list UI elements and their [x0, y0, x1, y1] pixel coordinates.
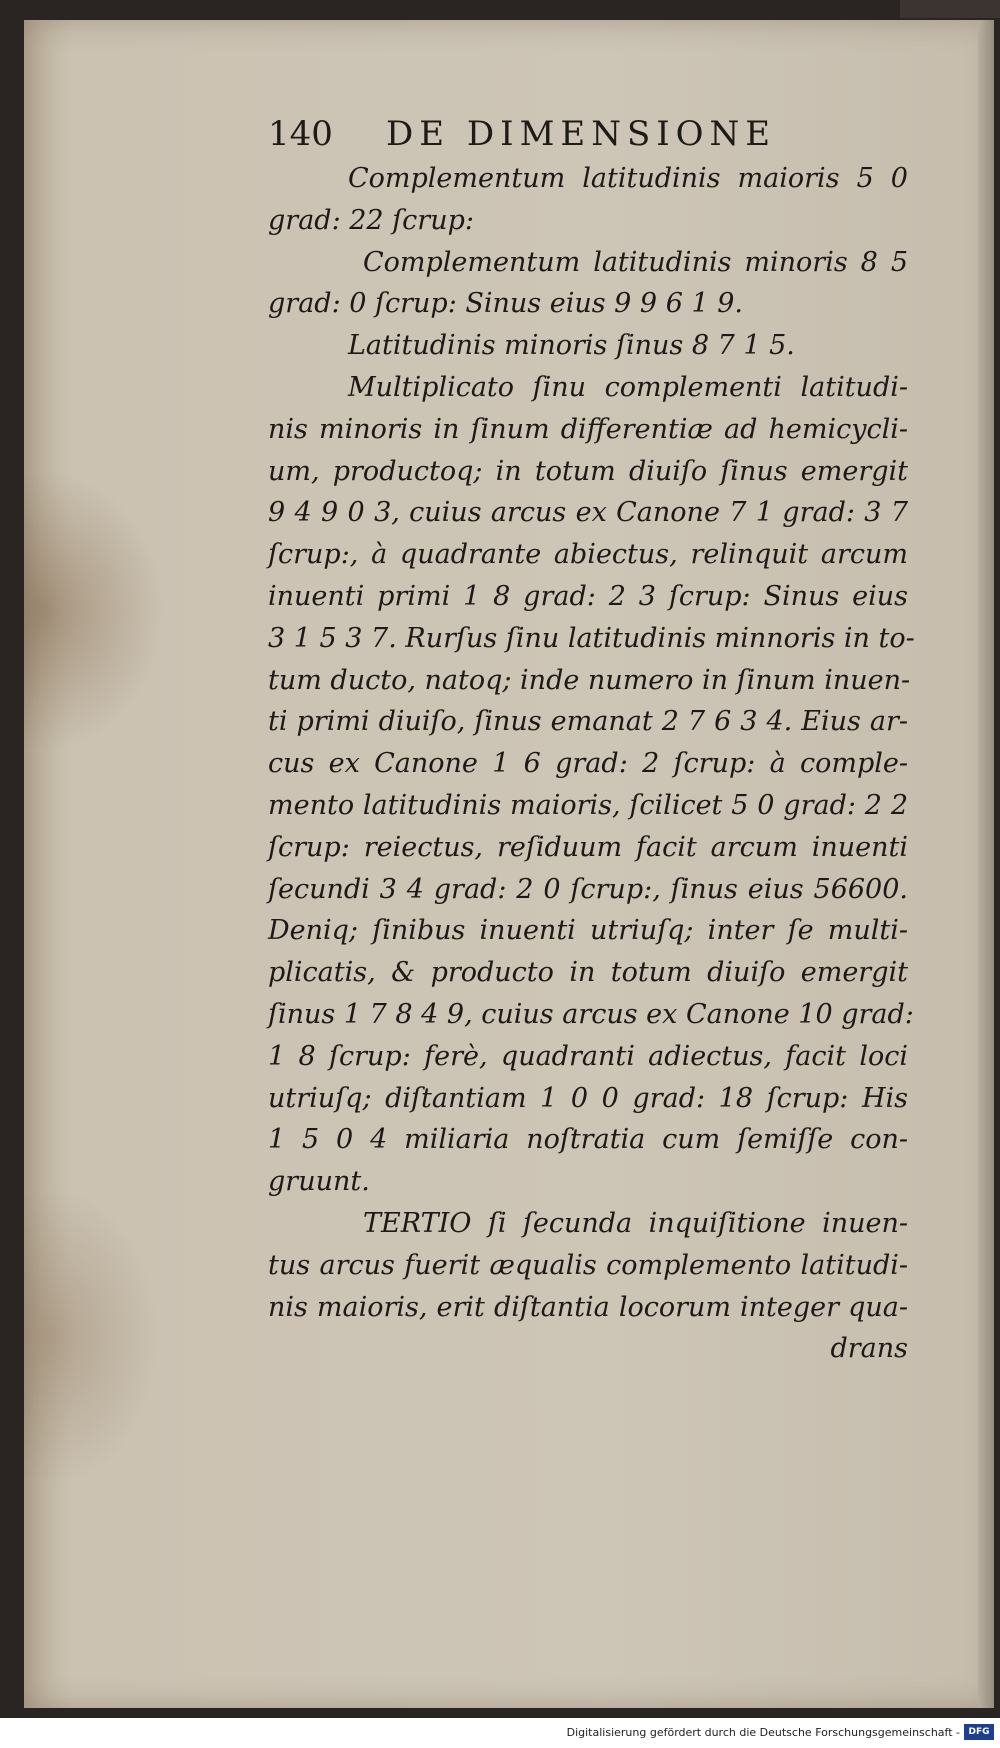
- text-line: grad: 22 ſcrup:: [268, 204, 474, 236]
- text-line: ti primi diuiſo, ſinus emanat 2 7 6 3 4. Eius ar-: [268, 706, 908, 738]
- body-text: [268, 158, 915, 1370]
- text-line: nis minoris in ſinum differentiæ ad hemicycli-: [268, 413, 908, 445]
- text-line: inuenti primi 1 8 grad: 2 3 ſcrup: Sinus eius: [268, 580, 908, 612]
- digitization-footer: [0, 1718, 1000, 1748]
- text-line: tus arcus fuerit æqualis complemento latitudi-: [268, 1249, 908, 1281]
- page-number: 140: [268, 114, 333, 154]
- footer-credit: Digitalisierung gefördert durch die Deutsche Forschungsgemeinschaft -: [566, 1726, 960, 1739]
- text-line: 9 4 9 0 3, cuius arcus ex Canone 7 1 grad: 3 7: [268, 497, 908, 529]
- text-line: Latitudinis minoris ſinus 8 7 1 5.: [348, 330, 795, 362]
- book-spine: [900, 0, 1000, 18]
- text-line: 1 8 ſcrup: ferè, quadranti adiectus, facit loci: [268, 1040, 908, 1072]
- text-line: gruunt.: [268, 1166, 370, 1198]
- page-edge: [978, 20, 994, 1708]
- text-line: nis maioris, erit diſtantia locorum integer qua-: [268, 1291, 908, 1323]
- text-line: Complementum latitudinis minoris 8 5: [363, 246, 908, 278]
- text-line: Multiplicato ſinu complementi latitudi-: [348, 371, 908, 403]
- text-line: tum ducto, natoq; inde numero in ſinum inuen-: [268, 664, 911, 696]
- text-line: ſinus 1 7 8 4 9, cuius arcus ex Canone 10 grad:: [268, 998, 914, 1030]
- text-line: ſcrup:, à quadrante abiectus, relinquit arcum: [268, 539, 908, 571]
- text-line: ſecundi 3 4 grad: 2 0 ſcrup:, ſinus eius 56600.: [268, 873, 908, 905]
- text-line: 1 5 0 4 miliaria noſtratia cum ſemiſſe con-: [268, 1124, 908, 1156]
- text-line: grad: 0 ſcrup: Sinus eius 9 9 6 1 9.: [268, 288, 743, 320]
- text-line: 3 1 5 3 7. Rurſus ſinu latitudinis minnoris in to-: [268, 622, 915, 654]
- running-title: DE DIMENSIONE: [386, 114, 777, 154]
- text-line: Deniq; ſinibus inuenti utriuſq; inter ſe multi-: [268, 915, 908, 947]
- text-line: mento latitudinis maioris, ſcilicet 5 0 grad: 2 2: [268, 789, 908, 821]
- text-line: utriuſq; diſtantiam 1 0 0 grad: 18 ſcrup: His: [268, 1082, 908, 1114]
- page-header: [268, 114, 908, 154]
- text-line: um, productoq; in totum diuiſo ſinus emergit: [268, 455, 908, 487]
- text-line: plicatis, & producto in totum diuiſo emergit: [268, 957, 908, 989]
- catchword: drans: [830, 1333, 908, 1365]
- text-line: cus ex Canone 1 6 grad: 2 ſcrup: à comple-: [268, 748, 908, 780]
- text-line: ſcrup: reiectus, reſiduum facit arcum inuenti: [268, 831, 908, 863]
- text-line: Complementum latitudinis maioris 5 0: [348, 163, 908, 194]
- text-line: TERTIO ſi ſecunda inquiſitione inuen-: [363, 1207, 908, 1239]
- dfg-logo-icon: DFG: [964, 1724, 994, 1740]
